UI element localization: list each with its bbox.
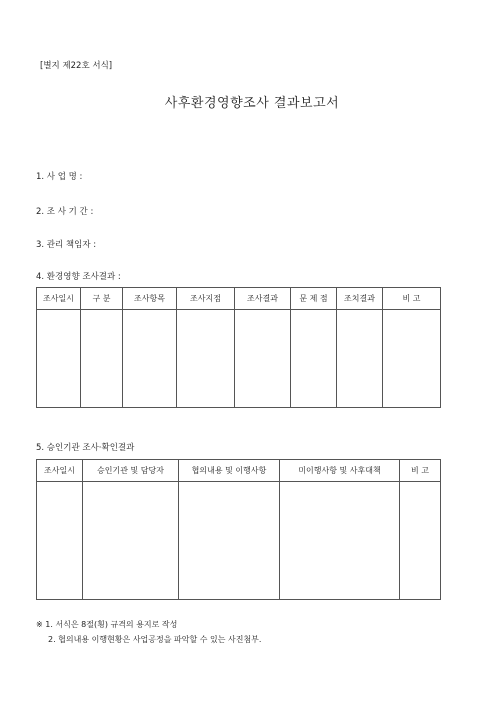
table-header: 조사일시 [37, 460, 83, 482]
footnote-1: ※ 1. 서식은 8절(횡) 규격의 용지로 작성 [36, 620, 178, 629]
table-cell[interactable] [37, 482, 83, 600]
survey-period-field: 2. 조 사 기 간 : [36, 207, 94, 217]
table-cell[interactable] [400, 482, 441, 600]
table-header: 비 고 [383, 288, 441, 310]
table-header: 조치결과 [337, 288, 383, 310]
section-4-heading: 4. 환경영향 조사결과 : [36, 272, 121, 282]
table-cell[interactable] [81, 310, 123, 408]
table-cell[interactable] [337, 310, 383, 408]
table-header: 비 고 [400, 460, 441, 482]
table-header: 조사결과 [235, 288, 291, 310]
table-header: 조사일시 [37, 288, 81, 310]
page-title: 사후환경영향조사 결과보고서 [164, 96, 340, 111]
table-header: 문 제 점 [291, 288, 337, 310]
table-header-row [37, 460, 441, 482]
table-cell[interactable] [280, 482, 400, 600]
section-5-heading: 5. 승인기관 조사·확인결과 [36, 443, 135, 453]
table-cell[interactable] [383, 310, 441, 408]
table-cell[interactable] [177, 310, 235, 408]
table-header: 조사지점 [177, 288, 235, 310]
form-number-label: [별지 제22호 서식] [40, 61, 113, 71]
table-header: 미이행사항 및 사후대책 [280, 460, 400, 482]
manager-field: 3. 관리 책임자 : [36, 240, 97, 250]
table-cell[interactable] [235, 310, 291, 408]
table-header: 협의내용 및 이행사항 [179, 460, 280, 482]
table-cell[interactable] [179, 482, 280, 600]
table-row [37, 310, 441, 408]
table-header: 승인기관 및 담당자 [83, 460, 179, 482]
table-header-row [37, 288, 441, 310]
table-cell[interactable] [291, 310, 337, 408]
table-header: 조사항목 [123, 288, 177, 310]
table-cell[interactable] [83, 482, 179, 600]
table-cell[interactable] [37, 310, 81, 408]
footnote-2: 2. 협의내용 이행현황은 사업공정을 파악할 수 있는 사진첨부. [48, 635, 262, 644]
table-cell[interactable] [123, 310, 177, 408]
environmental-survey-table [36, 287, 441, 408]
approval-check-table [36, 459, 441, 600]
project-name-field: 1. 사 업 명 : [36, 172, 83, 182]
table-header: 구 분 [81, 288, 123, 310]
table-row [37, 482, 441, 600]
